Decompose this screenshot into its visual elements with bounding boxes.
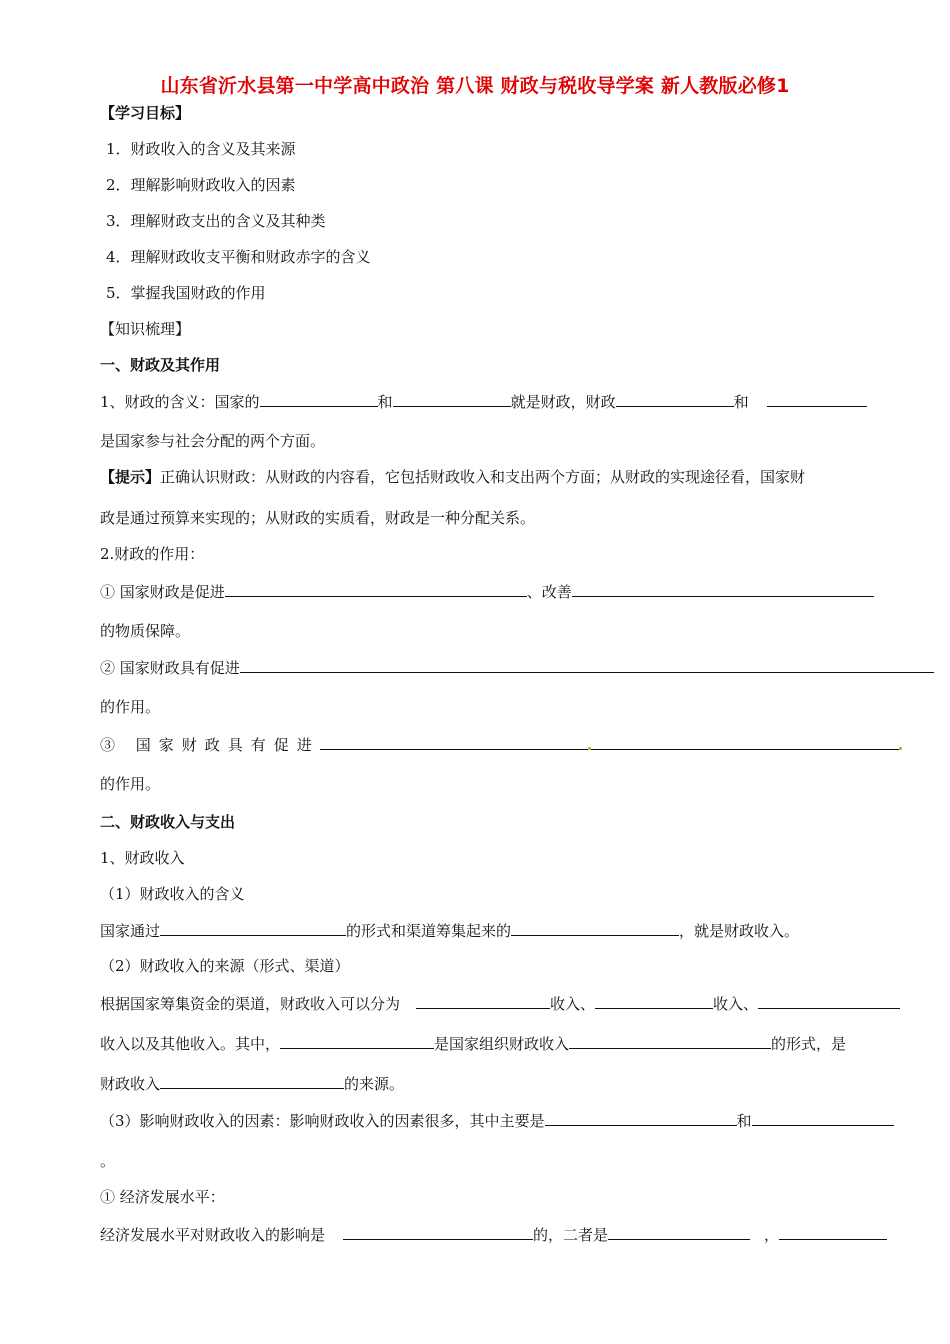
text: ① 国家财政是促进 [100,583,225,601]
text: 和 [733,393,749,411]
objective-item-2: 2．理解影响财政收入的因素 [106,176,296,194]
objective-item-1: 1．财政收入的含义及其来源 [106,140,296,158]
text: 收入、 [550,995,596,1013]
fill-blank[interactable] [616,391,734,407]
fill-blank[interactable] [767,391,867,407]
revenue-source-heading: （2）财政收入的来源（形式、渠道） [100,957,350,975]
revenue-meaning-question [100,920,799,941]
objective-item-4: 4．理解财政收支平衡和财政赤字的含义 [106,248,371,266]
role-item-3 [100,734,902,755]
fill-blank[interactable] [343,1224,533,1240]
objectives-header: 【学习目标】 [100,104,191,122]
fill-blank[interactable] [545,1110,737,1126]
revenue-source-question [100,993,900,1014]
text: 经济发展水平对财政收入的影响是 [100,1226,326,1244]
fill-blank[interactable] [595,993,713,1009]
text: 1、财政的含义：国家的 [100,393,260,411]
revenue-source-question-cont [100,1033,846,1054]
text: 的来源。 [344,1075,405,1093]
finance-role-heading: 2.财政的作用： [100,545,205,563]
tip-line-1 [100,467,805,487]
text: 的形式，是 [771,1035,847,1053]
document-title: 山东省沂水县第一中学高中政治 第八课 财政与税收导学案 新人教版必修1 [160,75,790,97]
role-item-3-cont: 的作用。 [100,775,161,793]
role-item-1-cont: 的物质保障。 [100,622,191,640]
revenue-source-question-end [100,1073,404,1094]
fill-blank[interactable] [320,734,588,750]
text: ，就是财政收入。 [679,922,800,940]
fill-blank[interactable] [591,734,899,750]
text: （3）影响财政收入的因素：影响财政收入的因素很多，其中主要是 [100,1112,545,1130]
fill-blank[interactable] [779,1224,887,1240]
objective-item-3: 3．理解财政支出的含义及其种类 [106,212,326,230]
text: 收入以及其他收入。其中， [100,1035,281,1053]
text: 的形式和渠道筹集起来的 [346,922,512,940]
question-finance-meaning [100,391,867,412]
revenue-meaning-heading: （1）财政收入的含义 [100,885,245,903]
fill-blank[interactable] [758,993,900,1009]
text: 就是财政，财政 [510,393,616,411]
text: 国家通过 [100,922,161,940]
fill-blank[interactable] [569,1033,771,1049]
fill-blank[interactable] [572,581,874,597]
text: 是国家组织财政收入 [434,1035,570,1053]
text: ③ 国家财政具有促进 [100,736,320,754]
text: 的，二者是 [533,1226,609,1244]
fill-blank[interactable] [160,920,346,936]
role-item-2-cont: 的作用。 [100,698,161,716]
fill-blank[interactable] [260,391,378,407]
subsection-revenue: 1、财政收入 [100,849,185,867]
revenue-factors-end: 。 [100,1152,116,1170]
role-item-1 [100,581,874,602]
revenue-factors-question [100,1110,894,1131]
text: 根据国家筹集资金的渠道，财政收入可以分为 [100,995,401,1013]
role-item-2 [100,657,934,678]
tip-text: 正确认识财政：从财政的内容看，它包括财政收入和支出两个方面；从财政的实现途径看，国家财 [160,468,806,486]
text: ， [764,1226,780,1244]
text: 、改善 [526,583,572,601]
fill-blank[interactable] [511,920,679,936]
economic-level-heading: ① 经济发展水平： [100,1188,225,1206]
fill-blank[interactable] [416,993,550,1009]
fill-blank[interactable] [608,1224,750,1240]
text: ② 国家财政具有促进 [100,659,240,677]
fill-blank[interactable] [393,391,511,407]
text: 和 [377,393,393,411]
text: 和 [736,1112,752,1130]
fill-blank[interactable] [280,1033,434,1049]
text: 收入、 [713,995,759,1013]
fill-blank[interactable] [225,581,527,597]
fill-blank[interactable] [752,1110,894,1126]
fill-blank[interactable] [240,657,934,673]
mark-dot [899,747,902,750]
objective-item-5: 5．掌握我国财政的作用 [106,284,266,302]
section-heading-2: 二、财政收入与支出 [100,813,236,831]
question-finance-meaning-cont: 是国家参与社会分配的两个方面。 [100,432,326,450]
text: 财政收入 [100,1075,161,1093]
tip-label: 【提示】 [100,468,161,486]
tip-line-2: 政是通过预算来实现的；从财政的实质看，财政是一种分配关系。 [100,509,536,527]
knowledge-header: 【知识梳理】 [100,320,191,338]
section-heading-1: 一、财政及其作用 [100,356,221,374]
fill-blank[interactable] [160,1073,344,1089]
economic-level-question [100,1224,887,1245]
